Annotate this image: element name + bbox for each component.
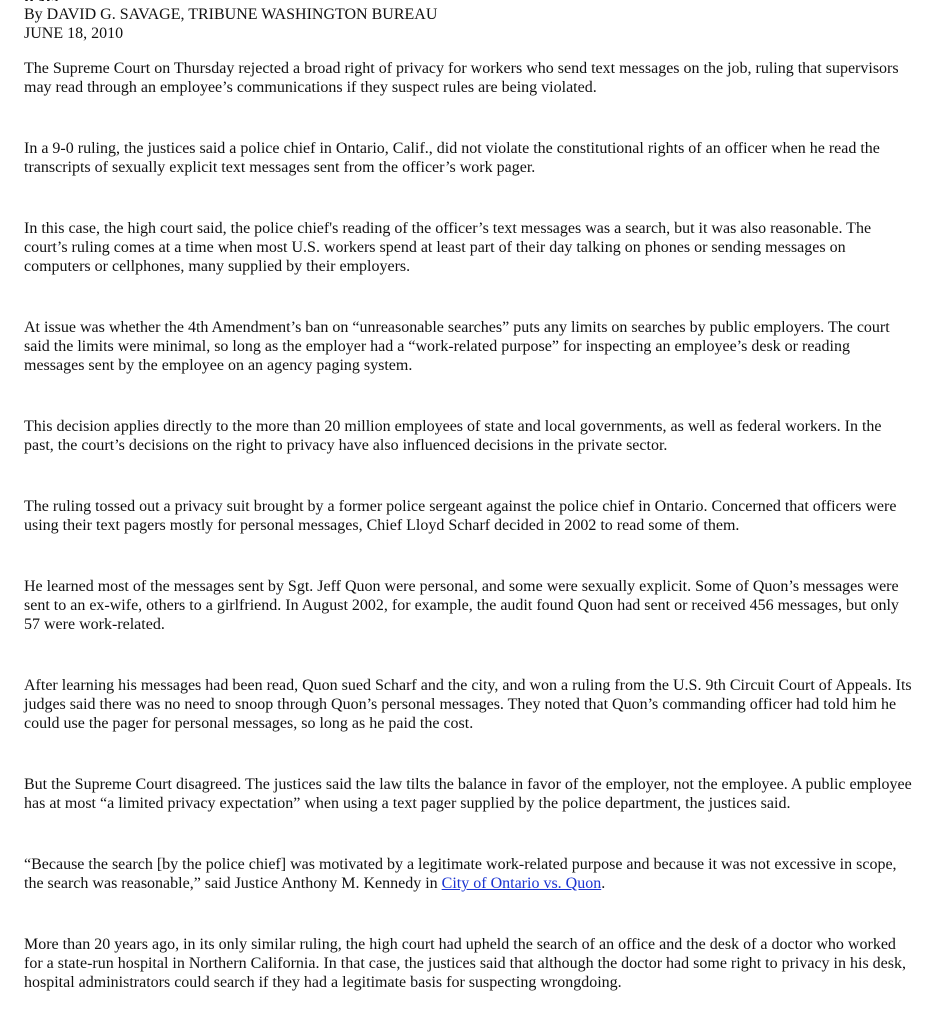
paragraph-5: This decision applies directly to the more than 20 million employees of state and local governments, as well as federal workers. In the past, the court’s decisions on the right to privacy have also influenced decisions in the private sector. (24, 418, 882, 454)
quote-text: “Because the search [by the police chief] was motivated by a legitimate work-related purpose and because it was not excessive in scope, the search was reasonable,” said Justice Anthony M. Kennedy in (24, 856, 897, 892)
quote-end: . (601, 875, 606, 892)
paragraph-6: The ruling tossed out a privacy suit brought by a former police sergeant against the police chief in Ontario. Concerned that officers were using their text pagers mostly for personal messages, Chief Lloyd Scharf decided in 2002 to read some of them. (24, 498, 897, 534)
article-date: JUNE 18, 2010 (24, 25, 124, 42)
article-body (24, 59, 914, 992)
byline: By DAVID G. SAVAGE, TRIBUNE WASHINGTON BUREAU (24, 6, 438, 23)
paragraph-1: The Supreme Court on Thursday rejected a broad right of privacy for workers who send text messages on the job, ruling that supervisors may read through an employee’s communications if they suspect rules are being violated. (24, 60, 899, 96)
final-paragraph: More than 20 years ago, in its only similar ruling, the high court had upheld the search of an office and the desk of a doctor who worked for a state-run hospital in Northern California. In that case, the justices said that although the doctor had some right to privacy in his desk, hospital administrators could search if they had a legitimate basis for suspecting wrongdoing. (24, 936, 906, 991)
article (24, 0, 914, 1034)
headline-fragment (24, 0, 914, 1)
quote-paragraph (24, 855, 914, 893)
case-link[interactable]: City of Ontario vs. Quon (441, 875, 602, 892)
paragraph-4: At issue was whether the 4th Amendment’s ban on “unreasonable searches” puts any limits on searches by public employers. The court said the limits were minimal, so long as the employer had a “work-related purpose” for inspecting an employee’s desk or reading messages sent by the employee on an agency paging system. (24, 319, 890, 374)
paragraph-9: But the Supreme Court disagreed. The justices said the law tilts the balance in favor of the employer, not the employee. A public employee has at most “a limited privacy expectation” when using a text pager supplied by the police department, the justices said. (24, 776, 912, 812)
paragraph-2: In a 9-0 ruling, the justices said a police chief in Ontario, Calif., did not violate the constitutional rights of an officer when he read the transcripts of sexually explicit text messages sent from the officer’s work pager. (24, 140, 880, 176)
paragraph-8: After learning his messages had been read, Quon sued Scharf and the city, and won a ruling from the U.S. 9th Circuit Court of Appeals. Its judges said there was no need to snoop through Quon’s personal messages. They noted that Quon’s commanding officer had told him he could use the pager for personal messages, so long as he paid the cost. (24, 677, 912, 732)
paragraph-3: In this case, the high court said, the police chief's reading of the officer’s text messages was a search, but it was also reasonable. The court’s ruling comes at a time when most U.S. workers spend at least part of their day talking on phones or sending messages on computers or cellphones, many supplied by their employers. (24, 220, 872, 275)
paragraph-7: He learned most of the messages sent by Sgt. Jeff Quon were personal, and some were sexually explicit. Some of Quon’s messages were sent to an ex-wife, others to a girlfriend. In August 2002, for example, the audit found Quon had sent or received 456 messages, but only 57 were work-related. (24, 578, 899, 633)
